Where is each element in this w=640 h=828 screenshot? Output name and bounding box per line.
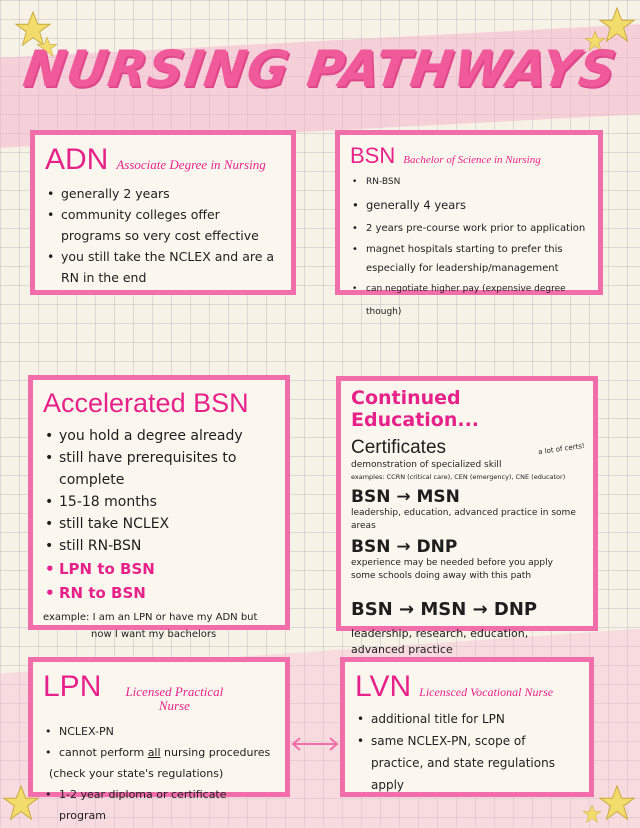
continued-education-title: Continued Education... — [351, 387, 480, 431]
lvn-abbr: LVN — [355, 670, 412, 703]
lvn-list — [355, 708, 579, 796]
list-item: • you still take the NCLEX and are a RN in the end — [45, 246, 281, 288]
list-item — [43, 742, 275, 763]
lpn-list — [43, 721, 275, 826]
list-item-highlight: • RN to BSN — [43, 581, 275, 605]
list-item: • RN-BSN — [350, 171, 588, 194]
list-item: • still have prerequisites to complete — [43, 447, 275, 491]
path-bsn-dnp-description: some schools doing away with this path — [351, 571, 532, 581]
adn-header — [45, 143, 281, 177]
adn-list — [45, 183, 281, 288]
lvn-full-name: Licensced Vocational Nurse — [419, 685, 554, 699]
underlined-word: all — [147, 746, 161, 759]
list-item: • you hold a degree already — [43, 425, 275, 447]
certificates-heading: Certificates — [351, 437, 447, 458]
path-bsn-msn-description: leadership, education, advanced practice in some areas — [351, 508, 576, 531]
list-item: • 1-2 year diploma or certificate program — [43, 784, 275, 826]
bsn-list — [350, 171, 588, 324]
path-bsn-msn-dnp: BSN → MSN → DNP — [351, 599, 538, 620]
accelerated-list — [43, 425, 275, 605]
list-item-text: nursing procedures — [160, 746, 271, 759]
list-item: • NCLEX-PN — [43, 721, 275, 742]
lvn-header — [355, 670, 579, 704]
accelerated-bsn-card — [28, 375, 290, 640]
lpn-full-name: Licensed Practical Nurse — [125, 684, 224, 713]
adn-card — [30, 130, 296, 295]
continued-education-card — [336, 376, 598, 656]
bsn-card — [335, 130, 603, 317]
lot-of-certs-note: a lot of certs! — [537, 441, 586, 457]
star-icon — [582, 804, 602, 824]
page-title: NURSING PATHWAYS — [19, 40, 621, 98]
list-item: • additional title for LPN — [355, 708, 579, 730]
lpn-card — [28, 657, 290, 822]
accelerated-example — [43, 609, 275, 643]
lvn-card — [340, 657, 594, 797]
double-arrow-icon — [290, 736, 340, 752]
list-item: • 2 years pre-course work prior to application — [350, 217, 588, 240]
path-bsn-dnp-description: experience may be needed before you apply — [351, 558, 553, 568]
accelerated-title: Accelerated BSN — [43, 388, 249, 418]
list-item: • can negotiate higher pay (expensive degree though) — [350, 278, 588, 324]
bsn-header — [350, 143, 588, 169]
list-item: • generally 4 years — [350, 194, 588, 217]
lpn-header — [43, 670, 275, 713]
list-item: • 15-18 months — [43, 491, 275, 513]
list-item-highlight: • LPN to BSN — [43, 557, 275, 581]
certificates-description: demonstration of specialized skill — [351, 460, 502, 470]
star-icon — [598, 784, 636, 822]
list-item: • same NCLEX-PN, scope of practice, and state regulations apply — [355, 730, 579, 796]
list-item: • still RN-BSN — [43, 535, 275, 557]
list-item: • generally 2 years — [45, 183, 281, 204]
lpn-abbr: LPN — [43, 670, 102, 703]
path-bsn-dnp: BSN → DNP — [351, 537, 458, 557]
adn-full-name: Associate Degree in Nursing — [116, 157, 266, 172]
bsn-abbr: BSN — [350, 143, 396, 168]
path-bsn-msn-dnp-description: leadership, research, education, advanced practice — [351, 627, 529, 656]
certificates-examples: examples: CCRN (critical care), CEN (emergency), CNE (educator) — [351, 473, 566, 481]
list-item-note: (check your state's regulations) — [49, 767, 224, 780]
adn-abbr: ADN — [45, 143, 109, 176]
list-item: • community colleges offer programs so very cost effective — [45, 204, 281, 246]
bsn-full-name: Bachelor of Science in Nursing — [403, 154, 541, 166]
list-item: • magnet hospitals starting to prefer this especially for leadership/management — [350, 240, 588, 278]
example-line: now I want my bachelors — [91, 629, 217, 640]
example-line: example: I am an LPN or have my ADN but — [43, 612, 258, 623]
path-bsn-msn: BSN → MSN — [351, 487, 460, 507]
list-item-text: cannot perform — [59, 746, 148, 759]
list-item: • still take NCLEX — [43, 513, 275, 535]
